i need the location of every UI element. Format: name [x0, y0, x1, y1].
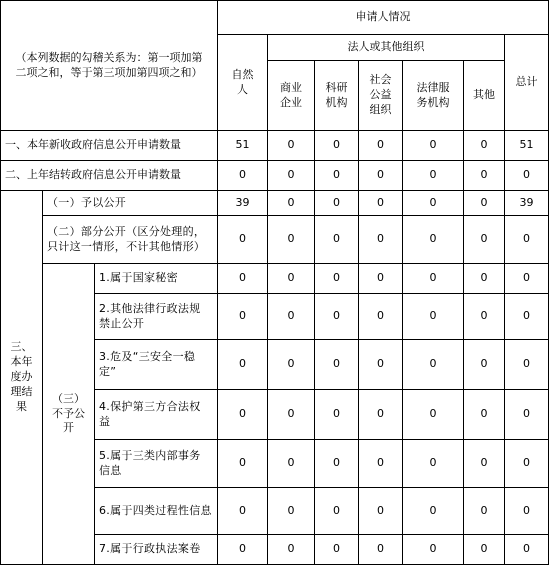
row-label: （一）予以公开 [43, 191, 218, 216]
section-3-label: 三、 本年 度办 理结 果 [1, 191, 43, 565]
value-cell: 0 [218, 390, 268, 440]
row-label: （二）部分公开（区分处理的， 只计这一情形，不计其他情形） [43, 216, 218, 264]
value-cell: 0 [403, 535, 464, 565]
value-cell: 51 [218, 131, 268, 161]
value-cell: 0 [315, 161, 359, 191]
table-row [1, 161, 549, 191]
value-cell: 0 [268, 264, 315, 294]
value-cell: 0 [464, 216, 505, 264]
value-cell: 0 [359, 440, 403, 488]
value-cell: 0 [403, 131, 464, 161]
value-cell: 0 [505, 340, 549, 390]
value-cell: 0 [218, 340, 268, 390]
value-cell: 0 [464, 340, 505, 390]
value-cell: 0 [268, 131, 315, 161]
table-row [1, 191, 549, 216]
other-header: 其他 [464, 61, 505, 131]
row-label: 二、上年结转政府信息公开申请数量 [1, 161, 218, 191]
table-row [1, 131, 549, 161]
row-label: 1.属于国家秘密 [95, 264, 218, 294]
value-cell: 0 [505, 264, 549, 294]
value-cell: 0 [359, 216, 403, 264]
value-cell: 0 [403, 264, 464, 294]
value-cell: 0 [315, 264, 359, 294]
row-label: 一、本年新收政府信息公开申请数量 [1, 131, 218, 161]
legal-entity-group-header: 法人或其他组织 [268, 35, 505, 61]
value-cell: 0 [464, 390, 505, 440]
social-welfare-org-header: 社会 公益 组织 [359, 61, 403, 131]
value-cell: 0 [403, 390, 464, 440]
commercial-enterprise-header: 商业 企业 [268, 61, 315, 131]
value-cell: 0 [218, 535, 268, 565]
note-line: 二项之和，等于第三项加第四项之和） [15, 65, 203, 79]
value-cell: 0 [464, 294, 505, 340]
value-cell: 0 [403, 440, 464, 488]
value-cell: 0 [268, 390, 315, 440]
value-cell: 0 [218, 264, 268, 294]
value-cell: 0 [315, 535, 359, 565]
row-label: 4.保护第三方合法权 益 [95, 390, 218, 440]
value-cell: 0 [464, 440, 505, 488]
value-cell: 0 [403, 191, 464, 216]
table-row [1, 216, 549, 264]
table-row [1, 264, 549, 294]
value-cell: 0 [359, 535, 403, 565]
value-cell: 0 [464, 191, 505, 216]
value-cell: 0 [359, 488, 403, 535]
value-cell: 0 [464, 488, 505, 535]
value-cell: 0 [403, 161, 464, 191]
value-cell: 0 [315, 340, 359, 390]
value-cell: 0 [315, 191, 359, 216]
value-cell: 0 [359, 161, 403, 191]
value-cell: 0 [505, 488, 549, 535]
value-cell: 0 [505, 294, 549, 340]
value-cell: 0 [315, 294, 359, 340]
value-cell: 0 [464, 535, 505, 565]
value-cell: 0 [315, 216, 359, 264]
value-cell: 0 [268, 535, 315, 565]
value-cell: 0 [464, 264, 505, 294]
value-cell: 0 [315, 440, 359, 488]
value-cell: 0 [359, 390, 403, 440]
value-cell: 39 [505, 191, 549, 216]
note-cell [1, 1, 218, 131]
value-cell: 0 [315, 390, 359, 440]
value-cell: 0 [359, 131, 403, 161]
value-cell: 0 [315, 131, 359, 161]
value-cell: 0 [359, 264, 403, 294]
total-header: 总计 [505, 35, 549, 131]
value-cell: 0 [505, 535, 549, 565]
row-label: 5.属于三类内部事务 信息 [95, 440, 218, 488]
natural-person-header: 自然 人 [218, 35, 268, 131]
value-cell: 0 [359, 191, 403, 216]
value-cell: 0 [359, 340, 403, 390]
value-cell: 0 [315, 488, 359, 535]
value-cell: 0 [268, 191, 315, 216]
value-cell: 0 [403, 340, 464, 390]
applicant-info-header: 申请人情况 [218, 1, 549, 35]
value-cell: 0 [359, 294, 403, 340]
value-cell: 0 [268, 216, 315, 264]
research-institution-header: 科研 机构 [315, 61, 359, 131]
value-cell: 0 [268, 161, 315, 191]
row-label: 6.属于四类过程性信息 [95, 488, 218, 535]
row-label: 7.属于行政执法案卷 [95, 535, 218, 565]
value-cell: 0 [403, 488, 464, 535]
value-cell: 0 [505, 161, 549, 191]
value-cell: 0 [464, 161, 505, 191]
value-cell: 39 [218, 191, 268, 216]
legal-service-institution-header: 法律服 务机构 [403, 61, 464, 131]
value-cell: 0 [218, 161, 268, 191]
value-cell: 0 [268, 340, 315, 390]
value-cell: 0 [403, 216, 464, 264]
value-cell: 0 [268, 440, 315, 488]
value-cell: 0 [403, 294, 464, 340]
value-cell: 51 [505, 131, 549, 161]
row-label: 2.其他法律行政法规 禁止公开 [95, 294, 218, 340]
value-cell: 0 [505, 390, 549, 440]
row-label: 3.危及“三安全一稳 定” [95, 340, 218, 390]
note-line: （本列数据的勾稽关系为：第一项加第 [15, 50, 203, 64]
not-disclosed-label: （三） 不予公 开 [43, 264, 95, 565]
value-cell: 0 [268, 294, 315, 340]
value-cell: 0 [218, 440, 268, 488]
value-cell: 0 [464, 131, 505, 161]
value-cell: 0 [268, 488, 315, 535]
value-cell: 0 [505, 440, 549, 488]
value-cell: 0 [218, 294, 268, 340]
value-cell: 0 [505, 216, 549, 264]
value-cell: 0 [218, 488, 268, 535]
value-cell: 0 [218, 216, 268, 264]
